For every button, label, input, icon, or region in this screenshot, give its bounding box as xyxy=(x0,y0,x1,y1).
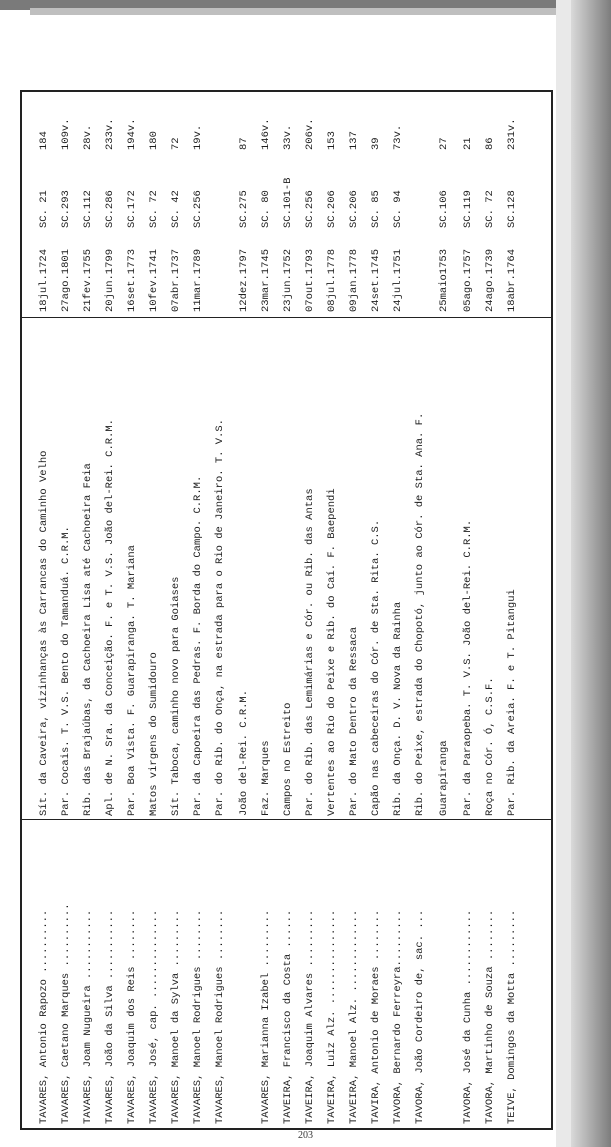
page-number: 203 xyxy=(298,1130,313,1141)
folio-cell: 21 xyxy=(462,137,474,150)
date-cell: 12dez.1797 xyxy=(238,248,250,312)
description-cell: Par. da Capoeira das Pedras. F. Borda do Campo. C.R.M. xyxy=(192,475,204,816)
table-row xyxy=(388,92,408,1128)
table-row xyxy=(144,92,164,1128)
folio-cell: 87 xyxy=(238,137,250,150)
date-cell: 05ago.1757 xyxy=(462,248,474,312)
name-cell: TAVARES, João da Silva ........... xyxy=(104,909,116,1124)
folio-cell: 33v. xyxy=(282,124,294,150)
name-cell: TAVARES, Joam Nugueira ........... xyxy=(82,909,94,1124)
folio-cell: 109v. xyxy=(60,118,72,150)
date-cell: 25maio1753 xyxy=(438,248,450,312)
reference-cell: SC.206 xyxy=(348,190,360,228)
name-cell: TEIVE, Domingos da Motta ......... xyxy=(506,909,518,1124)
name-cell: TAVIRA, Antonio de Moraes ........ xyxy=(370,909,382,1124)
name-cell: TAVARES, José, cap. .............. xyxy=(148,909,160,1124)
reference-cell: SC.112 xyxy=(82,190,94,228)
folio-cell: 194v. xyxy=(126,118,138,150)
name-cell: TAVARES, Joaquim dos Reis ........ xyxy=(126,909,138,1124)
scan-top-edge-shadow xyxy=(30,8,590,15)
name-cell: TAVEIRA, Luiz Alz. ............... xyxy=(326,909,338,1124)
reference-cell: SC. 94 xyxy=(392,190,404,228)
date-cell: 08jul.1778 xyxy=(326,248,338,312)
folio-cell: 206v. xyxy=(304,118,316,150)
table-row xyxy=(434,92,454,1128)
table-row xyxy=(300,92,320,1128)
date-cell: 23mar.1745 xyxy=(260,248,272,312)
table-row xyxy=(366,92,386,1128)
description-cell: Rib. do Peixe, estrada do Chopotó, junto ao Cór. de Sta. Ana. F. xyxy=(414,412,426,816)
date-cell: 18jul.1724 xyxy=(38,248,50,312)
date-cell: 11mar.1789 xyxy=(192,248,204,312)
reference-cell: SC. 72 xyxy=(148,190,160,228)
folio-cell: 39 xyxy=(370,137,382,150)
name-cell: TAVARES, Manoel da Sylva ......... xyxy=(170,909,182,1124)
table-row xyxy=(344,92,364,1128)
folio-cell: 73v. xyxy=(392,124,404,150)
description-cell: Roça no Cór. Ó, C.S.F. xyxy=(484,677,496,816)
folio-cell: 86 xyxy=(484,137,496,150)
table-row xyxy=(188,92,208,1128)
description-cell: Campos no Estreito xyxy=(282,702,294,816)
table-row xyxy=(234,92,254,1128)
folio-cell: 137 xyxy=(348,131,360,150)
table-row xyxy=(278,92,298,1128)
reference-cell: SC.206 xyxy=(326,190,338,228)
description-cell: Par. do Rib. das Lemimárias e Cór. ou Rib. das Antas xyxy=(304,488,316,816)
name-cell: TAVORA, Bernardo Ferreyra......... xyxy=(392,909,404,1124)
reference-cell: SC. 42 xyxy=(170,190,182,228)
reference-cell: SC. 85 xyxy=(370,190,382,228)
description-cell: Rib. das Brajaúbas, da Cachoeira Lisa até Cachoeira Feia xyxy=(82,463,94,816)
date-cell: 24ago.1739 xyxy=(484,248,496,312)
table-row xyxy=(78,92,98,1128)
date-cell: 07out.1793 xyxy=(304,248,316,312)
reference-cell: SC. 21 xyxy=(38,190,50,228)
description-cell: Par. Boa Vista. F. Guarapiranga. T. Mariana xyxy=(126,545,138,816)
folio-cell: 231v. xyxy=(506,118,518,150)
name-cell: TAVARES, Manoel Rodrigues ........ xyxy=(214,909,226,1124)
name-cell: TAVARES, Marianna Izabel ......... xyxy=(260,909,272,1124)
name-cell: TAVARES, Caetano Marques .......... xyxy=(60,903,72,1124)
reference-cell: SC.119 xyxy=(462,190,474,228)
reference-cell: SC.256 xyxy=(192,190,204,228)
description-cell: Par. do Mato Dentro da Ressaca xyxy=(348,626,360,816)
name-cell: TAVARES, Manoel Rodrigues ........ xyxy=(192,909,204,1124)
description-cell: Sít. Taboca, caminho novo para Goiases xyxy=(170,576,182,816)
name-cell: TAVEIRA, Joaquim Alvares ......... xyxy=(304,909,316,1124)
date-cell: 16set.1773 xyxy=(126,248,138,312)
table-row xyxy=(34,92,54,1128)
table-row xyxy=(410,92,430,1128)
reference-cell: SC.293 xyxy=(60,190,72,228)
table-row xyxy=(56,92,76,1128)
reference-cell: SC.286 xyxy=(104,190,116,228)
table-row xyxy=(480,92,500,1128)
folio-cell: 184 xyxy=(38,131,50,150)
description-cell: Matos virgens do Sumidouro xyxy=(148,652,160,816)
date-cell: 27ago.1801 xyxy=(60,248,72,312)
folio-cell: 180 xyxy=(148,131,160,150)
name-cell: TAVORA, João Cordeiro de, sac. ... xyxy=(414,909,426,1124)
reference-cell: SC.106 xyxy=(438,190,450,228)
description-cell: Sít. da Caveira, vizinhanças às Carrancas do Caminho Velho xyxy=(38,450,50,816)
folio-cell: 72 xyxy=(170,137,182,150)
date-cell: 20jun.1799 xyxy=(104,248,116,312)
folio-cell: 233v. xyxy=(104,118,116,150)
description-cell: Guarapiranga xyxy=(438,740,450,816)
date-cell: 21fev.1755 xyxy=(82,248,94,312)
page-gutter-shadow xyxy=(571,0,611,1147)
date-cell: 18abr.1764 xyxy=(506,248,518,312)
date-cell: 09jan.1778 xyxy=(348,248,360,312)
description-cell: João del-Rei. C.R.M. xyxy=(238,689,250,816)
name-cell: TAVEIRA, Manoel Alz. ............. xyxy=(348,909,360,1124)
folio-cell: 27 xyxy=(438,137,450,150)
table-row xyxy=(502,92,522,1128)
date-cell: 24set.1745 xyxy=(370,248,382,312)
reference-cell: SC.128 xyxy=(506,190,518,228)
date-cell: 24jul.1751 xyxy=(392,248,404,312)
folio-cell: 153 xyxy=(326,131,338,150)
page-gutter-light xyxy=(556,0,572,1147)
date-cell: 23jun.1752 xyxy=(282,248,294,312)
description-cell: Apl. de N. Sra. da Conceição. F. e T. V.S. João del-Rei. C.R.M. xyxy=(104,419,116,816)
name-cell: TAVARES, Antonio Rapozo .......... xyxy=(38,909,50,1124)
description-cell: Vertentes ao Rio do Peixe e Rib. do Caí. F. Baependi xyxy=(326,488,338,816)
name-cell: TAVEIRA, Francisco da Costa ...... xyxy=(282,909,294,1124)
table-row xyxy=(210,92,230,1128)
description-cell: Par. Rib. da Areia. F. e T. Pitangui xyxy=(506,589,518,816)
table-row xyxy=(322,92,342,1128)
reference-cell: SC.172 xyxy=(126,190,138,228)
table-row xyxy=(458,92,478,1128)
description-cell: Par. da Paraopeba. T. V.S. João del-Rei. C.R.M. xyxy=(462,519,474,816)
reference-cell: SC. 80 xyxy=(260,190,272,228)
name-cell: TAVORA, Martinho de Souza ........ xyxy=(484,909,496,1124)
date-cell: 10fev.1741 xyxy=(148,248,160,312)
date-cell: 07abr.1737 xyxy=(170,248,182,312)
reference-cell: SC.101-B xyxy=(282,177,294,228)
description-cell: Faz. Marques xyxy=(260,740,272,816)
description-cell: Rib. da Onça. D. V. Nova da Rainha xyxy=(392,601,404,816)
description-cell: Par. do Rib. do Onça, na estrada para o Rio de Janeiro. T. V.S. xyxy=(214,419,226,816)
description-cell: Par. Cocais. T. V.S. Bento do Tamanduá. C.R.M. xyxy=(60,526,72,816)
folio-cell: 28v. xyxy=(82,124,94,150)
name-cell: TAVORA, José da Cunha ............ xyxy=(462,909,474,1124)
description-cell: Capão nas cabeceiras do Cór. de Sta. Rita. C.S. xyxy=(370,519,382,816)
table-row xyxy=(122,92,142,1128)
table-row xyxy=(256,92,276,1128)
rotated-table xyxy=(22,92,551,1128)
folio-cell: 146v. xyxy=(260,118,272,150)
table-row xyxy=(100,92,120,1128)
table-frame xyxy=(20,90,553,1130)
reference-cell: SC. 72 xyxy=(484,190,496,228)
reference-cell: SC.256 xyxy=(304,190,316,228)
folio-cell: 19v. xyxy=(192,124,204,150)
table-row xyxy=(166,92,186,1128)
reference-cell: SC.275 xyxy=(238,190,250,228)
